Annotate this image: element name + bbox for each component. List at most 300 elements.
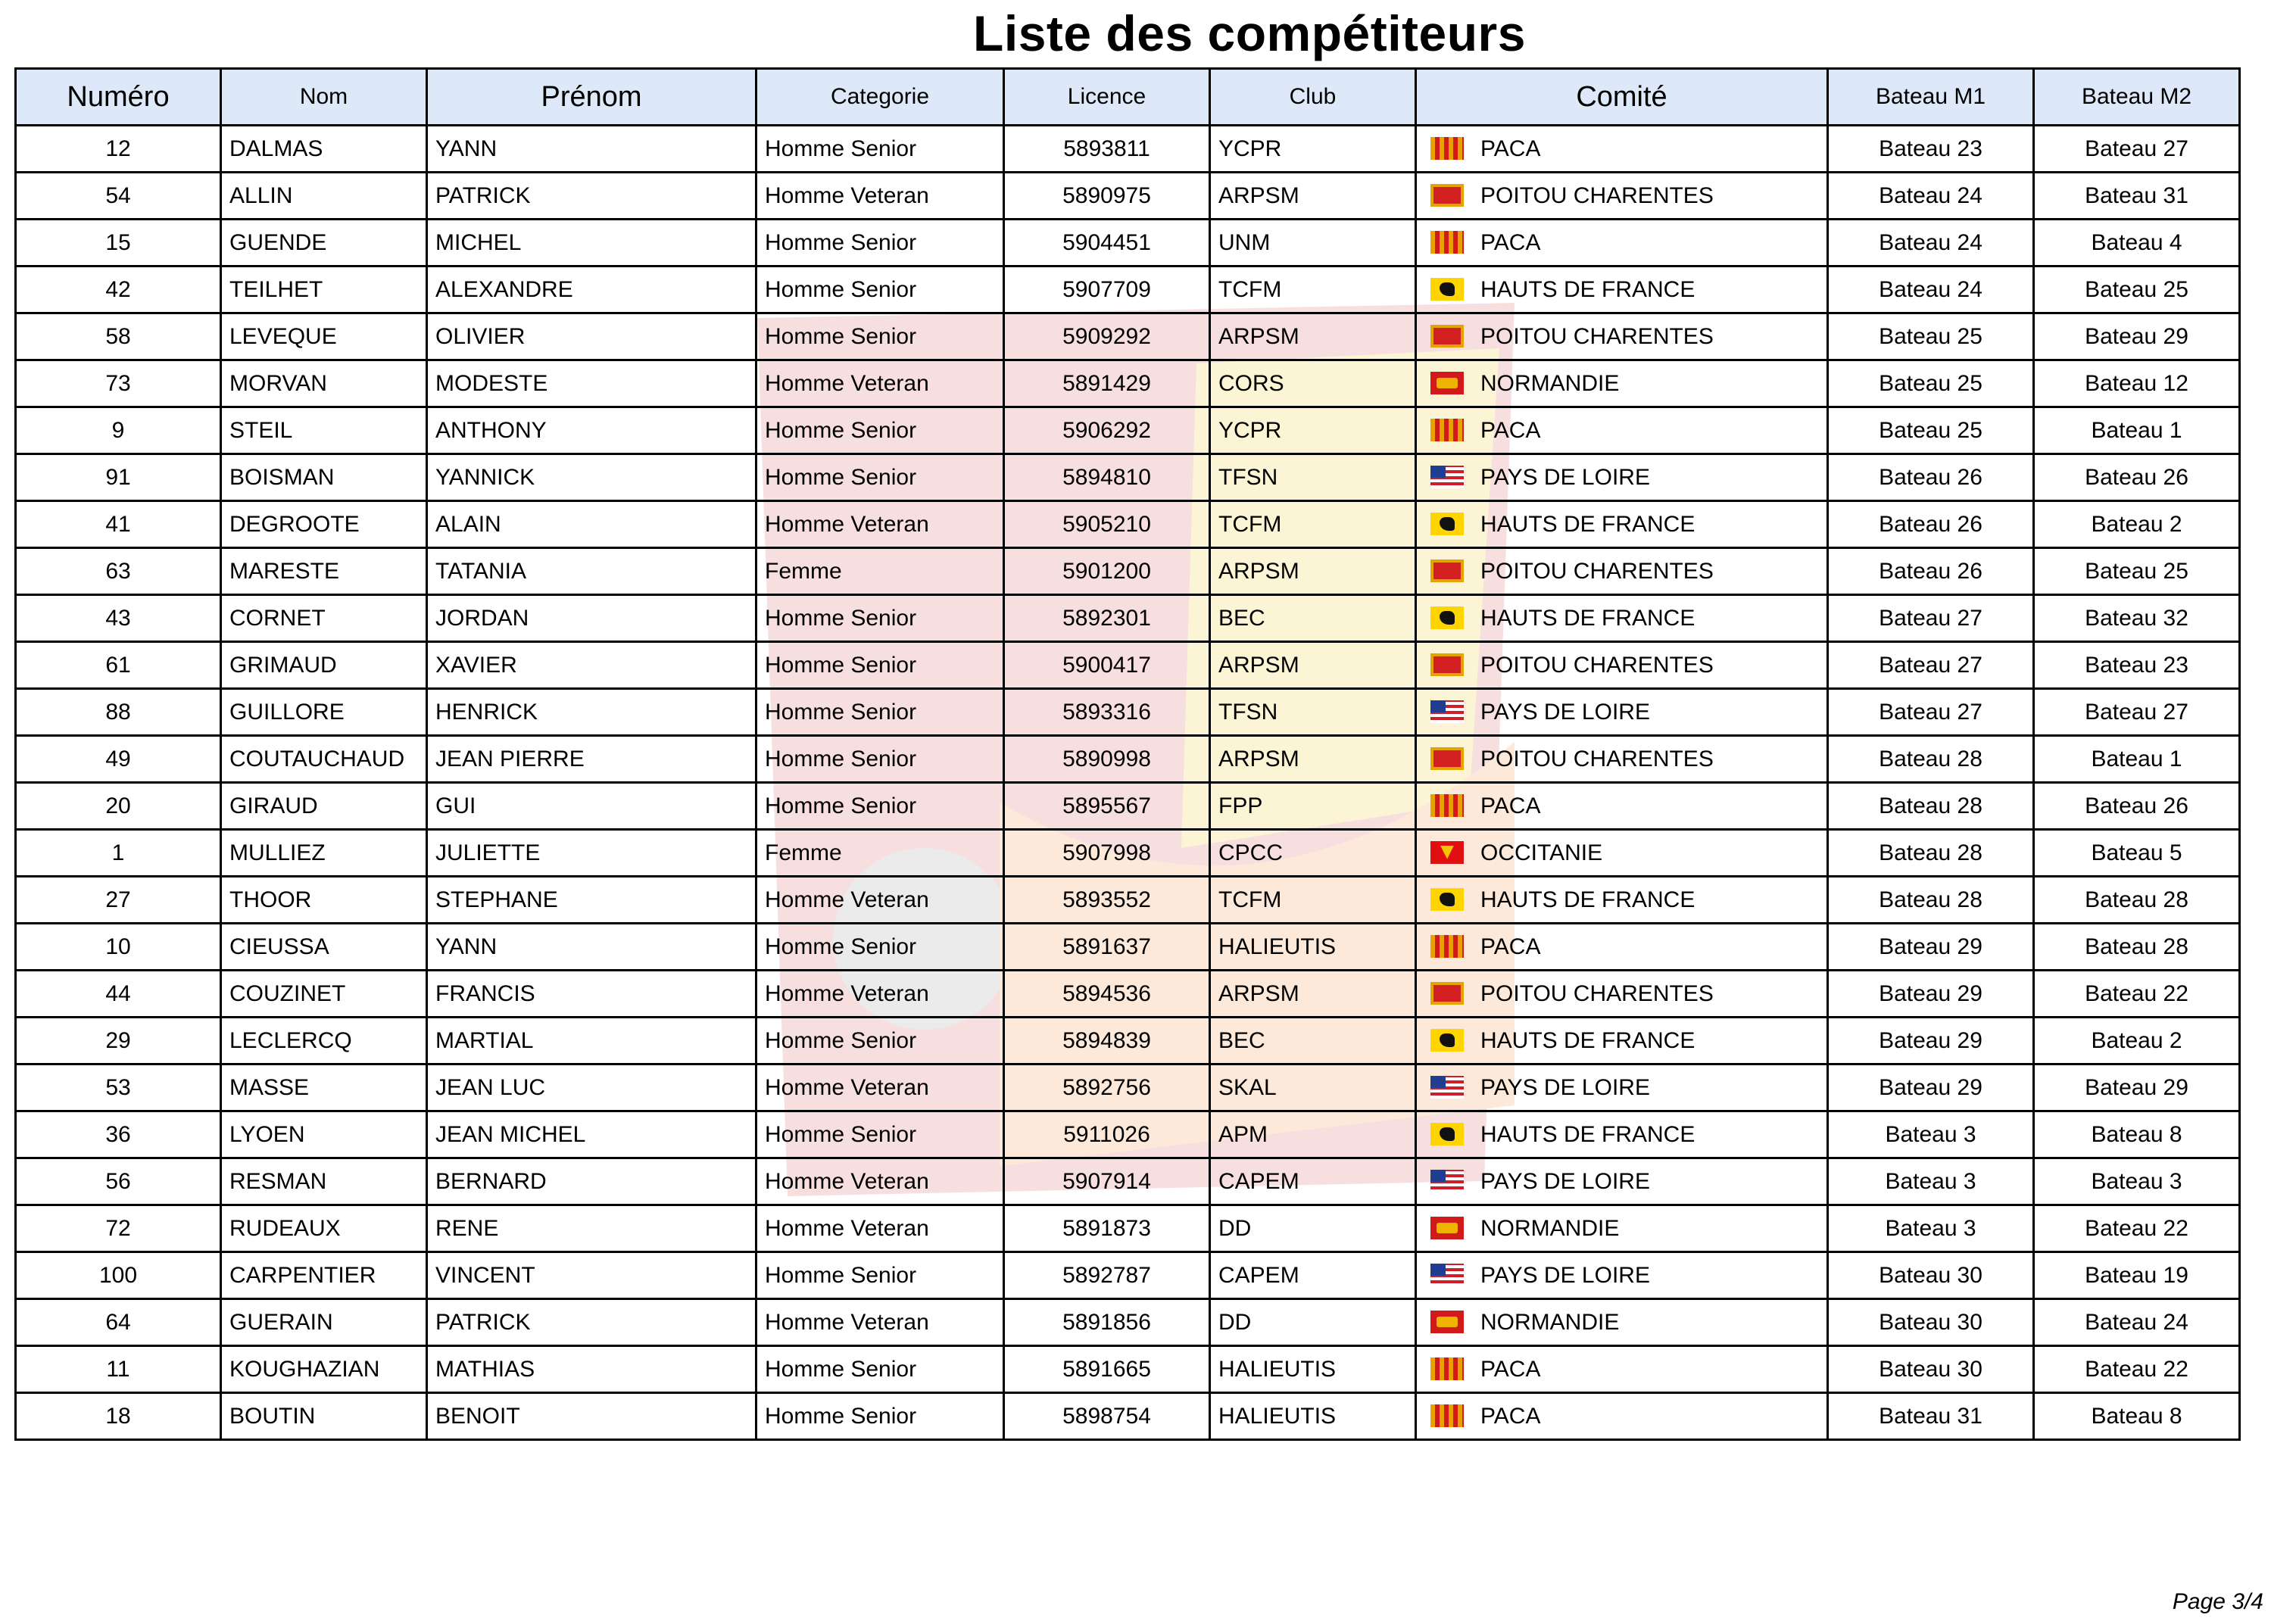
comite-label: PAYS DE LOIRE <box>1480 464 1650 490</box>
cell-categorie: Homme Senior <box>756 689 1004 736</box>
cell-nom: CORNET <box>221 595 427 642</box>
cell-nom: BOUTIN <box>221 1393 427 1440</box>
cell-prenom: RENE <box>427 1205 756 1252</box>
cell-nom: BOISMAN <box>221 454 427 501</box>
cell-categorie: Homme Veteran <box>756 877 1004 924</box>
flag-hdf-icon <box>1430 1029 1464 1052</box>
cell-bateau-m1: Bateau 28 <box>1828 783 2034 830</box>
comite-label: PACA <box>1480 417 1541 443</box>
header-prenom: Prénom <box>427 69 756 126</box>
cell-bateau-m2: Bateau 25 <box>2034 548 2240 595</box>
cell-numero: 88 <box>16 689 221 736</box>
cell-licence: 5907914 <box>1004 1158 1210 1205</box>
cell-bateau-m2: Bateau 23 <box>2034 642 2240 689</box>
cell-bateau-m1: Bateau 31 <box>1828 1393 2034 1440</box>
cell-numero: 73 <box>16 360 221 407</box>
flag-paca-icon <box>1430 231 1464 254</box>
cell-prenom: STEPHANE <box>427 877 756 924</box>
cell-bateau-m1: Bateau 3 <box>1828 1111 2034 1158</box>
cell-numero: 91 <box>16 454 221 501</box>
cell-club: FPP <box>1210 783 1416 830</box>
comite-label: POITOU CHARENTES <box>1480 182 1714 208</box>
cell-prenom: ALAIN <box>427 501 756 548</box>
cell-numero: 56 <box>16 1158 221 1205</box>
cell-bateau-m2: Bateau 12 <box>2034 360 2240 407</box>
cell-prenom: JULIETTE <box>427 830 756 877</box>
flag-hdf-icon <box>1430 888 1464 911</box>
cell-nom: GUENDE <box>221 220 427 267</box>
cell-bateau-m1: Bateau 27 <box>1828 642 2034 689</box>
cell-nom: LYOEN <box>221 1111 427 1158</box>
cell-club: TFSN <box>1210 689 1416 736</box>
cell-nom: CIEUSSA <box>221 924 427 971</box>
table-row <box>16 595 2240 642</box>
header-comite: Comité <box>1416 69 1828 126</box>
cell-bateau-m1: Bateau 28 <box>1828 736 2034 783</box>
cell-prenom: ALEXANDRE <box>427 267 756 313</box>
table-row <box>16 1205 2240 1252</box>
cell-club: HALIEUTIS <box>1210 1393 1416 1440</box>
cell-bateau-m1: Bateau 26 <box>1828 501 2034 548</box>
header-categorie: Categorie <box>756 69 1004 126</box>
cell-licence: 5901200 <box>1004 548 1210 595</box>
table-row <box>16 220 2240 267</box>
cell-nom: COUZINET <box>221 971 427 1018</box>
cell-licence: 5907998 <box>1004 830 1210 877</box>
cell-prenom: MICHEL <box>427 220 756 267</box>
table-row <box>16 736 2240 783</box>
cell-nom: KOUGHAZIAN <box>221 1346 427 1393</box>
cell-club: CORS <box>1210 360 1416 407</box>
table-row <box>16 877 2240 924</box>
comite-label: HAUTS DE FRANCE <box>1480 1027 1695 1053</box>
flag-paca-icon <box>1430 419 1464 441</box>
cell-licence: 5905210 <box>1004 501 1210 548</box>
cell-club: TCFM <box>1210 267 1416 313</box>
comite-label: PACA <box>1480 793 1541 818</box>
cell-nom: ALLIN <box>221 173 427 220</box>
cell-prenom: YANN <box>427 126 756 173</box>
cell-nom: MARESTE <box>221 548 427 595</box>
cell-licence: 5906292 <box>1004 407 1210 454</box>
comite-label: NORMANDIE <box>1480 370 1620 396</box>
cell-licence: 5890975 <box>1004 173 1210 220</box>
cell-comite <box>1416 454 1828 501</box>
cell-bateau-m2: Bateau 22 <box>2034 1346 2240 1393</box>
cell-licence: 5904451 <box>1004 220 1210 267</box>
comite-label: PACA <box>1480 229 1541 255</box>
cell-bateau-m2: Bateau 8 <box>2034 1111 2240 1158</box>
cell-club: UNM <box>1210 220 1416 267</box>
cell-licence: 5892787 <box>1004 1252 1210 1299</box>
cell-prenom: VINCENT <box>427 1252 756 1299</box>
cell-bateau-m2: Bateau 28 <box>2034 877 2240 924</box>
flag-hdf-icon <box>1430 606 1464 629</box>
cell-licence: 5890998 <box>1004 736 1210 783</box>
comite-label: HAUTS DE FRANCE <box>1480 276 1695 302</box>
cell-comite <box>1416 1064 1828 1111</box>
cell-club: CAPEM <box>1210 1158 1416 1205</box>
cell-licence: 5891429 <box>1004 360 1210 407</box>
cell-bateau-m2: Bateau 8 <box>2034 1393 2240 1440</box>
cell-prenom: XAVIER <box>427 642 756 689</box>
cell-nom: GRIMAUD <box>221 642 427 689</box>
comite-label: HAUTS DE FRANCE <box>1480 511 1695 537</box>
cell-licence: 5893811 <box>1004 126 1210 173</box>
cell-club: ARPSM <box>1210 313 1416 360</box>
cell-bateau-m2: Bateau 22 <box>2034 971 2240 1018</box>
table-row <box>16 689 2240 736</box>
cell-bateau-m1: Bateau 3 <box>1828 1158 2034 1205</box>
cell-categorie: Femme <box>756 548 1004 595</box>
cell-nom: GUILLORE <box>221 689 427 736</box>
cell-prenom: YANN <box>427 924 756 971</box>
cell-categorie: Homme Senior <box>756 1018 1004 1064</box>
cell-categorie: Homme Veteran <box>756 173 1004 220</box>
comite-label: HAUTS DE FRANCE <box>1480 605 1695 631</box>
comite-label: POITOU CHARENTES <box>1480 980 1714 1006</box>
cell-nom: STEIL <box>221 407 427 454</box>
header-licence: Licence <box>1004 69 1210 126</box>
cell-categorie: Homme Senior <box>756 924 1004 971</box>
header-club: Club <box>1210 69 1416 126</box>
cell-bateau-m1: Bateau 28 <box>1828 830 2034 877</box>
cell-categorie: Homme Senior <box>756 1111 1004 1158</box>
comite-label: PAYS DE LOIRE <box>1480 699 1650 725</box>
cell-numero: 100 <box>16 1252 221 1299</box>
cell-club: BEC <box>1210 595 1416 642</box>
cell-prenom: MODESTE <box>427 360 756 407</box>
cell-club: ARPSM <box>1210 971 1416 1018</box>
cell-bateau-m1: Bateau 30 <box>1828 1252 2034 1299</box>
cell-bateau-m2: Bateau 27 <box>2034 689 2240 736</box>
cell-numero: 36 <box>16 1111 221 1158</box>
cell-categorie: Homme Senior <box>756 1393 1004 1440</box>
flag-poitou-icon <box>1430 560 1464 582</box>
cell-comite <box>1416 783 1828 830</box>
cell-numero: 20 <box>16 783 221 830</box>
comite-label: PACA <box>1480 934 1541 959</box>
header-numero: Numéro <box>16 69 221 126</box>
comite-label: HAUTS DE FRANCE <box>1480 887 1695 912</box>
table-row <box>16 830 2240 877</box>
cell-categorie: Homme Senior <box>756 220 1004 267</box>
cell-comite <box>1416 267 1828 313</box>
cell-categorie: Homme Senior <box>756 407 1004 454</box>
cell-club: TCFM <box>1210 877 1416 924</box>
cell-club: SKAL <box>1210 1064 1416 1111</box>
flag-pdl-icon <box>1430 1076 1464 1099</box>
cell-comite <box>1416 220 1828 267</box>
cell-licence: 5891856 <box>1004 1299 1210 1346</box>
cell-bateau-m2: Bateau 24 <box>2034 1299 2240 1346</box>
cell-bateau-m2: Bateau 32 <box>2034 595 2240 642</box>
cell-numero: 41 <box>16 501 221 548</box>
cell-bateau-m2: Bateau 31 <box>2034 173 2240 220</box>
cell-club: ARPSM <box>1210 548 1416 595</box>
cell-comite <box>1416 1111 1828 1158</box>
cell-club: YCPR <box>1210 407 1416 454</box>
cell-nom: DALMAS <box>221 126 427 173</box>
cell-club: BEC <box>1210 1018 1416 1064</box>
cell-categorie: Homme Senior <box>756 1252 1004 1299</box>
table-header-row <box>16 69 2240 126</box>
comite-label: NORMANDIE <box>1480 1309 1620 1335</box>
cell-prenom: YANNICK <box>427 454 756 501</box>
cell-comite <box>1416 173 1828 220</box>
cell-nom: LECLERCQ <box>221 1018 427 1064</box>
cell-categorie: Homme Senior <box>756 1346 1004 1393</box>
comite-label: PACA <box>1480 136 1541 161</box>
cell-bateau-m2: Bateau 1 <box>2034 736 2240 783</box>
flag-norm-icon <box>1430 372 1464 394</box>
flag-paca-icon <box>1430 1404 1464 1427</box>
cell-bateau-m1: Bateau 24 <box>1828 220 2034 267</box>
cell-bateau-m2: Bateau 27 <box>2034 126 2240 173</box>
cell-licence: 5911026 <box>1004 1111 1210 1158</box>
table-row <box>16 313 2240 360</box>
cell-comite <box>1416 1299 1828 1346</box>
cell-prenom: JORDAN <box>427 595 756 642</box>
comite-label: NORMANDIE <box>1480 1215 1620 1241</box>
cell-numero: 53 <box>16 1064 221 1111</box>
table-row <box>16 360 2240 407</box>
cell-prenom: HENRICK <box>427 689 756 736</box>
cell-nom: THOOR <box>221 877 427 924</box>
flag-pdl-icon <box>1430 700 1464 723</box>
cell-numero: 18 <box>16 1393 221 1440</box>
cell-licence: 5892301 <box>1004 595 1210 642</box>
table-row <box>16 548 2240 595</box>
comite-label: POITOU CHARENTES <box>1480 746 1714 771</box>
cell-bateau-m2: Bateau 1 <box>2034 407 2240 454</box>
cell-club: HALIEUTIS <box>1210 924 1416 971</box>
cell-prenom: FRANCIS <box>427 971 756 1018</box>
cell-bateau-m1: Bateau 23 <box>1828 126 2034 173</box>
cell-categorie: Homme Senior <box>756 313 1004 360</box>
cell-club: CPCC <box>1210 830 1416 877</box>
cell-categorie: Homme Senior <box>756 783 1004 830</box>
cell-nom: GIRAUD <box>221 783 427 830</box>
cell-prenom: MATHIAS <box>427 1346 756 1393</box>
cell-bateau-m1: Bateau 29 <box>1828 924 2034 971</box>
cell-club: DD <box>1210 1205 1416 1252</box>
cell-categorie: Homme Senior <box>756 736 1004 783</box>
cell-bateau-m1: Bateau 25 <box>1828 407 2034 454</box>
table-row <box>16 267 2240 313</box>
cell-bateau-m1: Bateau 29 <box>1828 1064 2034 1111</box>
table-row <box>16 971 2240 1018</box>
flag-poitou-icon <box>1430 653 1464 676</box>
cell-prenom: OLIVIER <box>427 313 756 360</box>
cell-licence: 5907709 <box>1004 267 1210 313</box>
comite-label: HAUTS DE FRANCE <box>1480 1121 1695 1147</box>
cell-nom: TEILHET <box>221 267 427 313</box>
cell-licence: 5893552 <box>1004 877 1210 924</box>
cell-categorie: Homme Veteran <box>756 1205 1004 1252</box>
flag-paca-icon <box>1430 1357 1464 1380</box>
cell-bateau-m1: Bateau 27 <box>1828 689 2034 736</box>
cell-prenom: PATRICK <box>427 1299 756 1346</box>
cell-bateau-m1: Bateau 25 <box>1828 360 2034 407</box>
cell-prenom: PATRICK <box>427 173 756 220</box>
cell-nom: MULLIEZ <box>221 830 427 877</box>
flag-pdl-icon <box>1430 1264 1464 1286</box>
cell-comite <box>1416 830 1828 877</box>
cell-bateau-m2: Bateau 26 <box>2034 454 2240 501</box>
flag-paca-icon <box>1430 794 1464 817</box>
cell-numero: 54 <box>16 173 221 220</box>
cell-club: YCPR <box>1210 126 1416 173</box>
table-row <box>16 1158 2240 1205</box>
cell-licence: 5909292 <box>1004 313 1210 360</box>
cell-comite <box>1416 1252 1828 1299</box>
cell-numero: 27 <box>16 877 221 924</box>
cell-club: ARPSM <box>1210 736 1416 783</box>
cell-comite <box>1416 689 1828 736</box>
cell-comite <box>1416 1205 1828 1252</box>
table-row <box>16 501 2240 548</box>
cell-licence: 5891665 <box>1004 1346 1210 1393</box>
cell-club: APM <box>1210 1111 1416 1158</box>
cell-bateau-m2: Bateau 29 <box>2034 313 2240 360</box>
table-row <box>16 1346 2240 1393</box>
table-row <box>16 642 2240 689</box>
cell-comite <box>1416 313 1828 360</box>
cell-categorie: Homme Senior <box>756 454 1004 501</box>
cell-numero: 63 <box>16 548 221 595</box>
cell-nom: CARPENTIER <box>221 1252 427 1299</box>
cell-prenom: ANTHONY <box>427 407 756 454</box>
flag-hdf-icon <box>1430 278 1464 301</box>
page-number: Page 3/4 <box>2172 1589 2263 1614</box>
cell-bateau-m1: Bateau 24 <box>1828 267 2034 313</box>
cell-comite <box>1416 642 1828 689</box>
cell-bateau-m1: Bateau 24 <box>1828 173 2034 220</box>
cell-bateau-m1: Bateau 28 <box>1828 877 2034 924</box>
cell-bateau-m2: Bateau 4 <box>2034 220 2240 267</box>
cell-comite <box>1416 1018 1828 1064</box>
cell-licence: 5898754 <box>1004 1393 1210 1440</box>
cell-licence: 5894839 <box>1004 1018 1210 1064</box>
comite-label: PAYS DE LOIRE <box>1480 1074 1650 1100</box>
cell-categorie: Homme Senior <box>756 267 1004 313</box>
flag-hdf-icon <box>1430 513 1464 535</box>
cell-bateau-m2: Bateau 3 <box>2034 1158 2240 1205</box>
cell-numero: 10 <box>16 924 221 971</box>
comite-label: POITOU CHARENTES <box>1480 652 1714 678</box>
cell-comite <box>1416 1393 1828 1440</box>
cell-prenom: JEAN LUC <box>427 1064 756 1111</box>
cell-nom: MORVAN <box>221 360 427 407</box>
cell-numero: 43 <box>16 595 221 642</box>
cell-comite <box>1416 501 1828 548</box>
cell-bateau-m2: Bateau 22 <box>2034 1205 2240 1252</box>
cell-licence: 5900417 <box>1004 642 1210 689</box>
cell-numero: 49 <box>16 736 221 783</box>
table-row <box>16 1111 2240 1158</box>
cell-comite <box>1416 1346 1828 1393</box>
flag-paca-icon <box>1430 935 1464 958</box>
cell-comite <box>1416 595 1828 642</box>
table-row <box>16 783 2240 830</box>
cell-licence: 5894536 <box>1004 971 1210 1018</box>
header-nom: Nom <box>221 69 427 126</box>
cell-nom: LEVEQUE <box>221 313 427 360</box>
table-row <box>16 126 2240 173</box>
cell-bateau-m1: Bateau 29 <box>1828 971 2034 1018</box>
cell-prenom: TATANIA <box>427 548 756 595</box>
comite-label: PAYS DE LOIRE <box>1480 1262 1650 1288</box>
cell-comite <box>1416 736 1828 783</box>
cell-club: ARPSM <box>1210 642 1416 689</box>
cell-comite <box>1416 924 1828 971</box>
cell-licence: 5893316 <box>1004 689 1210 736</box>
table-row <box>16 1393 2240 1440</box>
cell-comite <box>1416 360 1828 407</box>
cell-comite <box>1416 971 1828 1018</box>
header-bateau-m1: Bateau M1 <box>1828 69 2034 126</box>
cell-numero: 15 <box>16 220 221 267</box>
cell-numero: 64 <box>16 1299 221 1346</box>
cell-prenom: JEAN MICHEL <box>427 1111 756 1158</box>
cell-comite <box>1416 407 1828 454</box>
cell-club: HALIEUTIS <box>1210 1346 1416 1393</box>
cell-numero: 72 <box>16 1205 221 1252</box>
cell-bateau-m2: Bateau 28 <box>2034 924 2240 971</box>
cell-prenom: BENOIT <box>427 1393 756 1440</box>
cell-categorie: Homme Veteran <box>756 1064 1004 1111</box>
comite-label: OCCITANIE <box>1480 840 1603 865</box>
flag-pdl-icon <box>1430 1170 1464 1192</box>
cell-club: DD <box>1210 1299 1416 1346</box>
cell-nom: MASSE <box>221 1064 427 1111</box>
table-row <box>16 407 2240 454</box>
flag-norm-icon <box>1430 1311 1464 1333</box>
cell-bateau-m2: Bateau 26 <box>2034 783 2240 830</box>
cell-bateau-m2: Bateau 2 <box>2034 501 2240 548</box>
cell-club: ARPSM <box>1210 173 1416 220</box>
cell-bateau-m2: Bateau 29 <box>2034 1064 2240 1111</box>
comite-label: POITOU CHARENTES <box>1480 323 1714 349</box>
cell-club: CAPEM <box>1210 1252 1416 1299</box>
cell-club: TFSN <box>1210 454 1416 501</box>
table-row <box>16 1299 2240 1346</box>
comite-label: PAYS DE LOIRE <box>1480 1168 1650 1194</box>
cell-nom: RESMAN <box>221 1158 427 1205</box>
comite-label: PACA <box>1480 1403 1541 1429</box>
cell-categorie: Homme Senior <box>756 595 1004 642</box>
flag-norm-icon <box>1430 1217 1464 1239</box>
cell-prenom: GUI <box>427 783 756 830</box>
flag-hdf-icon <box>1430 1123 1464 1146</box>
competitors-table <box>14 67 2241 1441</box>
cell-bateau-m2: Bateau 2 <box>2034 1018 2240 1064</box>
cell-comite <box>1416 548 1828 595</box>
cell-bateau-m2: Bateau 19 <box>2034 1252 2240 1299</box>
cell-bateau-m1: Bateau 26 <box>1828 454 2034 501</box>
cell-categorie: Homme Veteran <box>756 1299 1004 1346</box>
flag-pdl-icon <box>1430 466 1464 488</box>
cell-nom: GUERAIN <box>221 1299 427 1346</box>
cell-categorie: Femme <box>756 830 1004 877</box>
table-row <box>16 1064 2240 1111</box>
cell-prenom: JEAN PIERRE <box>427 736 756 783</box>
cell-licence: 5894810 <box>1004 454 1210 501</box>
page-title: Liste des compétiteurs <box>973 5 1526 61</box>
flag-occ-icon <box>1430 841 1464 864</box>
cell-categorie: Homme Veteran <box>756 360 1004 407</box>
